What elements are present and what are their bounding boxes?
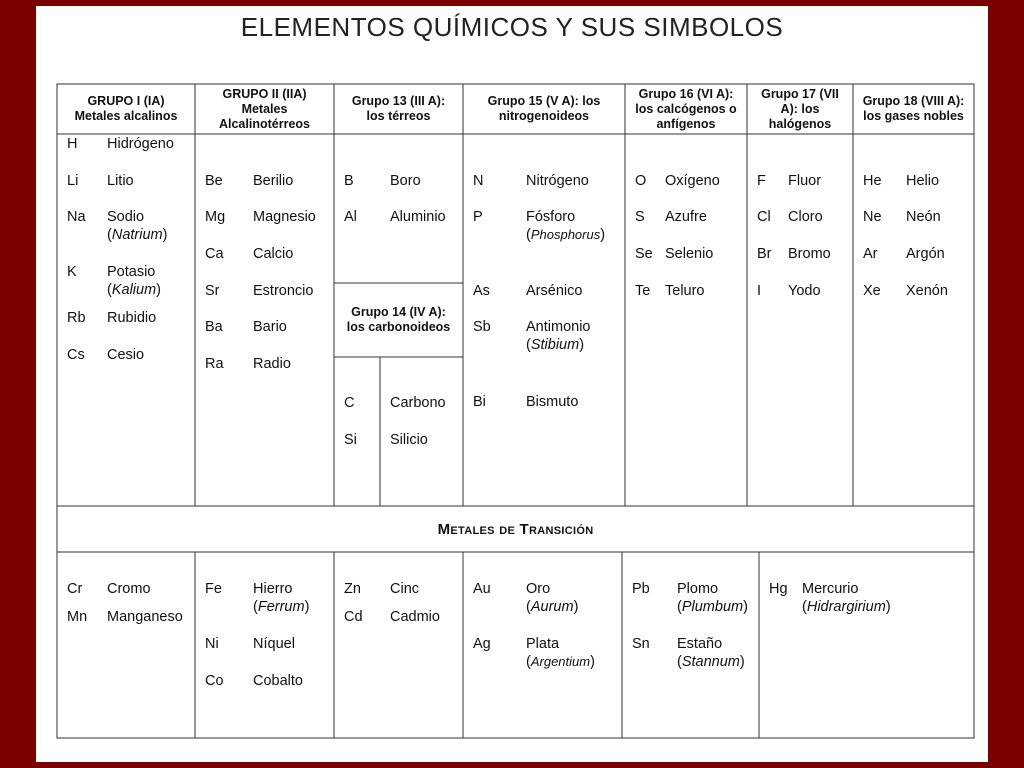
element-name: Yodo <box>788 283 821 299</box>
element-symbol: Se <box>635 246 653 262</box>
element-name: Berilio <box>253 173 294 189</box>
element-symbol: Ne <box>863 209 882 225</box>
latin-name-text: Kalium <box>111 282 157 298</box>
element-name: Cloro <box>788 209 823 225</box>
element-name: Bromo <box>788 246 831 262</box>
element-name: Oxígeno <box>665 173 720 189</box>
element-symbol: Te <box>635 283 651 299</box>
element-name: Silicio <box>390 432 428 448</box>
latin-name: (Ferrum) <box>253 599 310 615</box>
element-name: Cesio <box>107 347 145 363</box>
element-name-text: Estaño <box>677 636 723 652</box>
element-name: Rubidio <box>107 310 157 326</box>
element-name: Radio <box>253 356 291 372</box>
element-symbol: Hg <box>769 581 788 597</box>
header-group-2 <box>195 84 334 134</box>
element-symbol: Cs <box>67 347 85 363</box>
element-symbol: P <box>473 209 483 225</box>
header-line: GRUPO I (IA) <box>87 94 165 108</box>
element-symbol: Mg <box>205 209 226 225</box>
latin-name: (Hidrargirium) <box>802 599 891 615</box>
element-name <box>526 635 595 671</box>
element-name <box>107 263 161 299</box>
element-name-text: Mercurio <box>802 581 859 597</box>
latin-name: (Argentium) <box>526 654 595 670</box>
element-name <box>526 208 605 244</box>
element-name: Calcio <box>253 246 294 262</box>
element-symbol: Ba <box>205 319 223 335</box>
element-symbol: Cd <box>344 609 363 625</box>
header-line: los térreos <box>366 109 431 123</box>
element-symbol: K <box>67 264 77 280</box>
element-name <box>677 635 745 671</box>
header-line: A): los halógenos <box>768 101 832 131</box>
element-name-text: Hierro <box>253 581 293 597</box>
element-name: Estroncio <box>253 283 314 299</box>
element-symbol: Br <box>757 246 772 262</box>
latin-name-text: Argentium <box>530 654 591 669</box>
header-line: Grupo 16 (VI A): <box>638 86 734 101</box>
latin-name-text: Natrium <box>111 227 163 243</box>
element-name: Cobalto <box>253 673 303 689</box>
element-symbol: F <box>757 173 766 189</box>
header-line: Grupo 14 (IV A): <box>351 305 446 319</box>
latin-name-text: Hidrargirium <box>806 599 886 615</box>
element-symbol: Cr <box>67 581 83 597</box>
element-symbol: Pb <box>632 581 650 597</box>
element-symbol: H <box>67 136 78 152</box>
element-symbol: C <box>344 395 355 411</box>
latin-name-text: Plumbum <box>681 599 744 615</box>
element-name-text: Antimonio <box>526 319 591 335</box>
latin-name: (Stannum) <box>677 654 745 670</box>
element-symbol: Co <box>205 673 224 689</box>
element-symbol: As <box>473 283 490 299</box>
header-line: los gases nobles <box>863 109 964 123</box>
element-name: Helio <box>906 173 940 189</box>
element-symbol: Ni <box>205 636 219 652</box>
element-name: Argón <box>906 246 945 262</box>
element-symbol: S <box>635 209 645 225</box>
latin-name-text: Ferrum <box>257 599 305 615</box>
latin-name: (Stibium) <box>526 337 585 353</box>
header-line: Grupo 18 (VIII A): <box>862 94 965 108</box>
element-symbol: Si <box>344 432 357 448</box>
header-group-18 <box>853 84 974 134</box>
latin-name-text: Aurum <box>530 599 574 615</box>
header-group-15 <box>463 84 625 134</box>
element-name: Bario <box>253 319 287 335</box>
element-symbol: N <box>473 173 484 189</box>
header-group-14 <box>334 283 463 357</box>
element-symbol: Mn <box>67 609 88 625</box>
element-name: Aluminio <box>390 209 446 225</box>
element-name: Azufre <box>665 209 707 225</box>
element-symbol: Cl <box>757 209 771 225</box>
element-name: Hidrógeno <box>107 136 174 152</box>
element-name: Cinc <box>390 581 420 597</box>
header-group-13 <box>334 84 463 134</box>
element-name <box>526 318 590 354</box>
element-symbol: Ag <box>473 636 491 652</box>
header-line: GRUPO II (IIA) <box>222 86 307 101</box>
element-name: Selenio <box>665 246 714 262</box>
element-name: Cromo <box>107 581 151 597</box>
element-name: Arsénico <box>526 283 583 299</box>
element-symbol: Na <box>67 209 86 225</box>
element-symbol: Sr <box>205 283 220 299</box>
element-name-text: Fósforo <box>526 209 576 225</box>
element-name-text: Oro <box>526 581 551 597</box>
element-name: Boro <box>390 173 421 189</box>
element-name: Litio <box>107 173 134 189</box>
element-name: Bismuto <box>526 394 579 410</box>
element-name: Neón <box>906 209 941 225</box>
element-name: Nitrógeno <box>526 173 589 189</box>
element-symbol: Be <box>205 173 223 189</box>
element-name-text: Potasio <box>107 264 156 280</box>
header-line: los calcógenos o anfígenos <box>635 101 737 131</box>
element-symbol: I <box>757 283 762 299</box>
latin-name: (Plumbum) <box>677 599 748 615</box>
element-symbol: Bi <box>473 394 486 410</box>
element-name-text: Plomo <box>677 581 719 597</box>
element-symbol: Rb <box>67 310 86 326</box>
element-name-text: Sodio <box>107 209 145 225</box>
element-symbol: Ca <box>205 246 224 262</box>
element-symbol: Au <box>473 581 491 597</box>
element-name: Manganeso <box>107 609 183 625</box>
latin-name: (Phosphorus) <box>526 227 606 243</box>
header-line: Grupo 13 (III A): <box>351 94 446 108</box>
header-line: Metales alcalinos <box>74 109 178 123</box>
element-symbol: Zn <box>344 581 361 597</box>
element-name: Carbono <box>390 395 446 411</box>
latin-name: (Natrium) <box>107 227 168 243</box>
element-name: Teluro <box>665 283 705 299</box>
element-name: Níquel <box>253 636 295 652</box>
element-symbol: He <box>863 173 882 189</box>
element-symbol: O <box>635 173 647 189</box>
header-line: los carbonoideos <box>346 320 451 334</box>
element-symbol: Ra <box>205 356 224 372</box>
header-line: nitrogenoideos <box>498 109 590 123</box>
element-name-text: Plata <box>526 636 560 652</box>
header-group-16 <box>625 84 747 134</box>
element-symbol: Sn <box>632 636 650 652</box>
header-group-1 <box>57 84 195 134</box>
header-line: Grupo 15 (V A): los <box>487 94 601 108</box>
element-symbol: Fe <box>205 581 222 597</box>
element-symbol: Xe <box>863 283 881 299</box>
latin-name: (Kalium) <box>107 282 162 298</box>
element-name <box>526 580 578 616</box>
element-name <box>677 580 748 616</box>
latin-name-text: Phosphorus <box>530 227 601 242</box>
element-symbol: B <box>344 173 354 189</box>
header-line: Metales Alcalinotérreos <box>218 101 310 131</box>
latin-name-text: Stannum <box>681 654 740 670</box>
element-name <box>107 208 167 244</box>
transition-metals-title: Metales de Transición <box>437 520 594 538</box>
latin-name-text: Stibium <box>530 337 580 353</box>
latin-name: (Aurum) <box>526 599 579 615</box>
header-line: Grupo 17 (VII <box>761 86 839 101</box>
element-name: Fluor <box>788 173 822 189</box>
page-title: ELEMENTOS QUÍMICOS Y SUS SIMBOLOS <box>240 12 784 42</box>
element-symbol: Al <box>344 209 357 225</box>
element-name: Xenón <box>906 283 948 299</box>
element-name <box>253 580 309 616</box>
element-symbol: Sb <box>473 319 491 335</box>
element-name <box>802 580 891 616</box>
header-group-17 <box>747 84 853 134</box>
element-symbol: Li <box>67 173 79 189</box>
element-name: Cadmio <box>390 609 440 625</box>
element-name: Magnesio <box>253 209 316 225</box>
element-symbol: Ar <box>863 246 878 262</box>
